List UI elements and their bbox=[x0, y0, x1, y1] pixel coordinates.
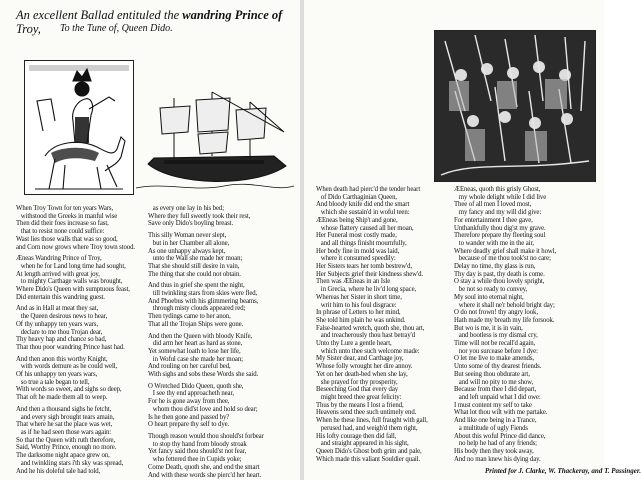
verse-line: Hath made my breath my life forsook. bbox=[454, 316, 555, 324]
verse-line: my whole delight while I did live bbox=[454, 193, 547, 201]
verse-line: be not so ready to convey, bbox=[454, 286, 528, 294]
verse-line: Unthankfully thou dig'st my grave. bbox=[454, 224, 546, 232]
verse-line: Her Funeral most costly made, bbox=[316, 232, 397, 240]
verse-line: Did entertain this wandring guest. bbox=[16, 293, 105, 301]
verse-line: whom thou did'st love and hold so dear; bbox=[148, 405, 258, 413]
verse-line: who fettered thee in Cupids yoke; bbox=[148, 456, 242, 464]
verse-line: O let me live to make amends, bbox=[454, 355, 534, 363]
verse-line: Her Sisters tears her tomb bestrew'd, bbox=[316, 263, 413, 271]
verse-line: so true a tale began to tell, bbox=[16, 378, 90, 386]
verse-line: That where he sat the place was wet, bbox=[16, 421, 113, 429]
verse-line: That thou poor wandring Prince hast had. bbox=[16, 343, 125, 351]
verse-line: in Woful case she made her moan; bbox=[148, 355, 243, 363]
verse-line: might breed thee great felicity: bbox=[316, 393, 402, 401]
verse-line: And then anon this worthy Knight, bbox=[16, 355, 108, 363]
verse-line: Where Dido's Queen with sumptuous feast, bbox=[16, 286, 130, 294]
printer-imprint: Printed for J. Clarke, W. Thackeray, and T. Passinger. bbox=[485, 467, 641, 475]
verse-line: About this woful Prince did dance, bbox=[454, 432, 546, 440]
verse-line: Yet fancy said thou should'st not fear, bbox=[148, 448, 247, 456]
verse-line: That oft he made them all to weep. bbox=[16, 394, 108, 402]
verse-line: And bloody knife did end the smart bbox=[316, 201, 410, 209]
verse-line: declare to me thou Trojan dear, bbox=[16, 328, 103, 336]
verse-line: Wast lies those walls that was so good, bbox=[16, 235, 118, 243]
verse-line: What lot thou wilt with me partake. bbox=[454, 409, 548, 417]
verse-line: till twinkling stars from skies were fled, bbox=[148, 290, 258, 298]
verse-line: Then did their foes increase so fast, bbox=[16, 220, 109, 228]
verse-line: with words demure as he could well, bbox=[16, 363, 118, 371]
woodcut-ship bbox=[134, 88, 296, 194]
verse-line: in Grecia, where he liv'd long space, bbox=[316, 286, 417, 294]
verse-line: She told him plain he was unkind. bbox=[316, 316, 406, 324]
verse-line: my fancy and my will did give: bbox=[454, 209, 542, 217]
verse-line: Though reason would thou should'st forbear bbox=[148, 432, 264, 440]
verse-line: ÆEneas, quoth this grisly Ghost, bbox=[454, 186, 541, 193]
verse-line: The thing that she could not obtain. bbox=[148, 270, 241, 278]
verse-column-1 bbox=[16, 205, 135, 475]
verse-line: Time will not be recall'd again, bbox=[454, 340, 536, 348]
verse-line: to wander with me in the air, bbox=[454, 239, 534, 247]
verse-line: but in her Chamber all alone, bbox=[148, 239, 230, 247]
verse-line: Where they full sweetly took their rest, bbox=[148, 212, 251, 220]
verse-line: no help he had of any friends; bbox=[454, 440, 537, 448]
verse-line: Queen Dido's Ghost both grim and pale, bbox=[316, 447, 422, 455]
verse-line: Thus by the means I lost a friend, bbox=[316, 401, 404, 409]
verse-line: perused had, and weigh'd them right, bbox=[316, 424, 418, 432]
verse-line: as every one lay in his bed; bbox=[148, 205, 224, 212]
verse-line: through misty clouds appeared red; bbox=[148, 305, 246, 313]
verse-line: His body then they took away, bbox=[454, 447, 534, 455]
verse-line: Of his unhappy ten years wars, bbox=[16, 371, 98, 379]
verse-line: Yet on her death-bed when she lay, bbox=[316, 370, 408, 378]
verse-line: I see thy end approacheth near, bbox=[148, 390, 234, 398]
verse-line: Which made this valiant Souldier quail. bbox=[316, 455, 421, 463]
verse-line: to stop thy hand from bloody stroak bbox=[148, 440, 247, 448]
verse-line: And no man knew his dying day. bbox=[454, 455, 541, 463]
verse-line: Where deadly grief shall make it howl, bbox=[454, 247, 557, 255]
verse-line: Then tydings came to her anon, bbox=[148, 313, 231, 321]
verse-column-2 bbox=[148, 205, 264, 479]
verse-line: When he these lines, full fraught with gall, bbox=[316, 417, 428, 425]
verse-line: Whose folly wrought her dire annoy. bbox=[316, 363, 413, 371]
verse-line: And thus in grief she spent the night, bbox=[148, 282, 245, 290]
verse-line: For entertainment I thee gave, bbox=[454, 216, 533, 224]
woodcut-battle-scene bbox=[434, 30, 596, 182]
verse-line: Her body fine in mold was laid, bbox=[316, 247, 400, 255]
verse-line: And rouling on her careful bed, bbox=[148, 363, 231, 371]
verse-line: unto the Wall she made her moan; bbox=[148, 255, 243, 263]
verse-line: Save only Dido's boyling breast. bbox=[148, 220, 234, 228]
verse-line: Whereas her Sister in short time, bbox=[316, 293, 402, 301]
verse-line: she prayed for thy prosperity, bbox=[316, 378, 398, 386]
verse-line: In phrase of Letters to her mind, bbox=[316, 309, 401, 317]
verse-line: Is he then gone and passed by? bbox=[148, 413, 230, 421]
verse-line: With words so sweet, and sighs so deep, bbox=[16, 386, 122, 394]
verse-line: of Dido Carthaginian Queen, bbox=[316, 193, 397, 201]
ballad-title: An excellent Ballad entituled the wandring Prince of Troy, bbox=[16, 8, 283, 36]
verse-line: and all things finisht mournfully, bbox=[316, 239, 407, 247]
verse-line: False-hearted wretch, quoth she, thou art, bbox=[316, 324, 425, 332]
verse-line: which unto thee such welcome made: bbox=[316, 347, 420, 355]
verse-line: When Troy Town for ten years Wars, bbox=[16, 205, 114, 212]
verse-line: Therefore prepare thy fleeting soul bbox=[454, 232, 546, 240]
verse-line: And with these words she pierc'd her heart. bbox=[148, 471, 262, 479]
verse-line: Because from thee I did depart, bbox=[454, 386, 537, 394]
verse-line: as if he had seen those wars again: bbox=[16, 428, 112, 436]
verse-line: O heart prepare thy self to dye. bbox=[148, 421, 230, 429]
verse-line: did arm her heart as hard as stone, bbox=[148, 340, 243, 348]
verse-line: O do not frown! thy angry look, bbox=[454, 309, 538, 317]
verse-line: withstood the Greeks in manful wise bbox=[16, 212, 118, 220]
verse-line: that to resist none could suffice: bbox=[16, 228, 105, 236]
verse-line: Thy heavy hap and chance so bad, bbox=[16, 336, 107, 344]
verse-line: Æneas Wandring Prince of Troy, bbox=[16, 255, 102, 263]
verse-line: and bootless is my dismal cry, bbox=[454, 332, 538, 340]
verse-line: My Sister dear, and Carthage joy, bbox=[316, 355, 404, 363]
verse-line: For he is gone away from thee, bbox=[148, 398, 230, 406]
verse-line: So that the Queen with ruth therefore, bbox=[16, 436, 116, 444]
verse-line: Come Death, quoth she, and end the smart bbox=[148, 463, 260, 471]
verse-line: to mighty Carthage walls was brought, bbox=[16, 278, 123, 286]
verse-line: Delay no time, thy glass is run, bbox=[454, 263, 536, 271]
verse-line: a multitude of ugly Fiends bbox=[454, 424, 528, 432]
verse-line: At length arrived with great joy, bbox=[16, 270, 100, 278]
verse-line: and twinkling stars i'th sky was spread, bbox=[16, 459, 124, 467]
verse-line: When death had pierc'd the tender heart bbox=[316, 186, 421, 193]
verse-line: Heavens send thee such untimely end. bbox=[316, 409, 417, 417]
verse-line: My soul into eternal night, bbox=[454, 293, 524, 301]
verse-line: I must content my self to take bbox=[454, 401, 532, 409]
verse-line: whose flattery caused all her moan, bbox=[316, 224, 414, 232]
verse-line: which she sustain'd in woful teen: bbox=[316, 209, 410, 217]
verse-line: and will no pity to me show, bbox=[454, 378, 534, 386]
verse-line: And then the Queen with bloody Knife, bbox=[148, 332, 253, 340]
verse-line: where it shall ne'r behold bright day; bbox=[454, 301, 555, 309]
verse-line: And as in Hall at meat they sat, bbox=[16, 305, 99, 313]
verse-line: His lofty courage then did fall, bbox=[316, 432, 397, 440]
verse-line: and every sigh brought tears amain, bbox=[16, 413, 115, 421]
verse-line: ÆEneas being Ship't and gone, bbox=[316, 216, 398, 224]
verse-line: And Phoebus with his glimmering beams, bbox=[148, 297, 259, 305]
verse-line: That she should still desire in vain, bbox=[148, 262, 240, 270]
verse-line: Unto thy Lure a gentle heart, bbox=[316, 340, 392, 348]
verse-line: As one unhappy always kept, bbox=[148, 247, 226, 255]
verse-line: nor you surcease before I dye: bbox=[454, 347, 538, 355]
tune-subtitle: To the Tune of, Queen Dido. bbox=[60, 23, 173, 34]
verse-line: because of me thou took'st no care; bbox=[454, 255, 551, 263]
verse-line: The darksome night apace grew on, bbox=[16, 452, 110, 460]
verse-line: and left unpaid what I did owe: bbox=[454, 393, 541, 401]
verse-line: Said, Worthy Prince, enough no more. bbox=[16, 444, 117, 452]
verse-line: And like one being in a Trance, bbox=[454, 417, 537, 425]
verse-line: O stay a while thou lovely spright, bbox=[454, 278, 545, 286]
verse-line: And then a thousand sighs he fetcht, bbox=[16, 405, 112, 413]
verse-column-3 bbox=[316, 186, 428, 463]
verse-line: and treacherously thou hast betray'd bbox=[316, 332, 416, 340]
verse-column-4 bbox=[454, 186, 556, 463]
verse-line: the Queen desirous news to hear, bbox=[16, 313, 108, 321]
verse-line: And he his doleful tale had told, bbox=[16, 467, 101, 475]
verse-line: Her Subjects grief their kindness shew'd. bbox=[316, 270, 423, 278]
verse-line: But wo is me, it is in vain, bbox=[454, 324, 523, 332]
verse-line: That all the Trojan Ships were gone. bbox=[148, 320, 244, 328]
verse-line: writ him to his foul disgrace: bbox=[316, 301, 397, 309]
verse-line: Thee of all men I loved most, bbox=[454, 201, 532, 209]
verse-line: O Wretched Dido Queen, quoth she, bbox=[148, 382, 244, 390]
verse-line: Of thy unhappy ten years wars, bbox=[16, 320, 98, 328]
verse-line: With sighs and sobs these Words she said. bbox=[148, 371, 259, 379]
verse-line: when he for Land long time had sought, bbox=[16, 262, 126, 270]
woodcut-horseman bbox=[24, 60, 134, 195]
verse-line: This silly Woman never slept, bbox=[148, 232, 227, 240]
verse-line: and Corn now grows where Troy town stood. bbox=[16, 243, 135, 251]
verse-line: and straight appeared in his sight, bbox=[316, 440, 409, 448]
verse-line: where it consumed speedily: bbox=[316, 255, 396, 263]
verse-line: Beseeching God that every day bbox=[316, 386, 399, 394]
verse-line: Unto some of thy dearest friends. bbox=[454, 363, 542, 371]
verse-line: But seeing thou obdurate art, bbox=[454, 370, 530, 378]
verse-line: Yet somewhat loath to lose her life, bbox=[148, 347, 241, 355]
verse-line: Thy day is past, thy death is come. bbox=[454, 270, 545, 278]
verse-line: Then was ÆEneas in an Isle bbox=[316, 278, 391, 286]
